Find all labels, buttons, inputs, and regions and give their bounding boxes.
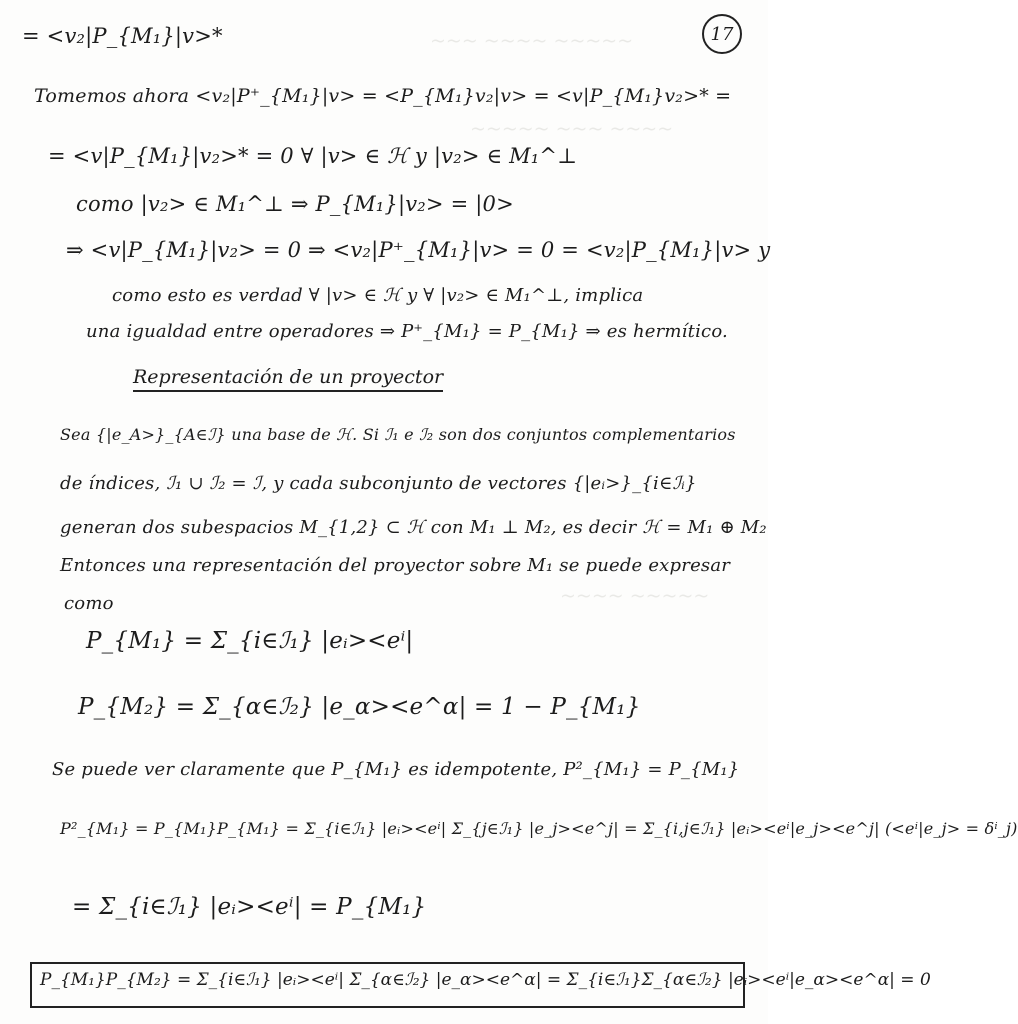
bleed-through-mark: ~~~ ~~~~ ~~~~~ [430, 30, 634, 52]
formula-line: P_{M₂} = Σ_{α∈ℐ₂} |e_α><e^α| = 1 − P_{M₁} [78, 694, 641, 720]
text-line: de índices, ℐ₁ ∪ ℐ₂ = ℐ, y cada subconjunto de vectores {|eᵢ>}_{i∈ℐᵢ} [60, 473, 697, 494]
section-heading: Representación de un proyector [133, 366, 443, 392]
equation-line: como |v₂> ∈ M₁^⊥ ⇒ P_{M₁}|v₂> = |0> [76, 192, 514, 216]
equation-line: = <v|P_{M₁}|v₂>* = 0 ∀ |v> ∈ ℋ y |v₂> ∈ M₁^⊥ [48, 144, 578, 168]
bleed-through-mark: ~~~~~ ~~~ ~~~~ [470, 118, 674, 140]
text-line: Entonces una representación del proyector sobre M₁ se puede expresar [60, 555, 731, 576]
text-line: generan dos subespacios M_{1,2} ⊂ ℋ con M₁ ⊥ M₂, es decir ℋ = M₁ ⊕ M₂ [60, 517, 767, 538]
text-line: como esto es verdad ∀ |v> ∈ ℋ y ∀ |v₂> ∈ M₁^⊥, implica [112, 285, 644, 306]
formula-line: P_{M₁} = Σ_{i∈ℐ₁} |eᵢ><eⁱ| [86, 628, 414, 654]
page-number: 17 [702, 14, 742, 54]
formula-line: = Σ_{i∈ℐ₁} |eᵢ><eⁱ| = P_{M₁} [72, 894, 427, 920]
equation-line: ⇒ <v|P_{M₁}|v₂> = 0 ⇒ <v₂|P⁺_{M₁}|v> = 0 = <v₂|P_{M₁}|v> y [66, 238, 771, 262]
boxed-equation: P_{M₁}P_{M₂} = Σ_{i∈ℐ₁} |eᵢ><eⁱ| Σ_{α∈ℐ₂} |e_α><e^α| = Σ_{i∈ℐ₁}Σ_{α∈ℐ₂} |eᵢ><eⁱ|e_α><e^α| = 0 [30, 962, 745, 1008]
text-line: Sea {|e_A>}_{A∈ℐ} una base de ℋ. Si ℐ₁ e ℐ₂ son dos conjuntos complementarios [60, 425, 736, 444]
equation-line: Tomemos ahora <v₂|P⁺_{M₁}|v> = <P_{M₁}v₂|v> = <v|P_{M₁}v₂>* = [34, 85, 732, 107]
text-line: Se puede ver claramente que P_{M₁} es idempotente, P²_{M₁} = P_{M₁} [52, 759, 740, 780]
equation-line: = <v₂|P_{M₁}|v>* [22, 24, 223, 48]
text-line: una igualdad entre operadores ⇒ P⁺_{M₁} = P_{M₁} ⇒ es hermítico. [86, 321, 728, 342]
text-line: como [64, 593, 114, 614]
bleed-through-mark: ~~~~ ~~~~~ [560, 585, 710, 607]
formula-line: P²_{M₁} = P_{M₁}P_{M₁} = Σ_{i∈ℐ₁} |eᵢ><eⁱ| Σ_{j∈ℐ₁} |e_j><e^j| = Σ_{i,j∈ℐ₁} |eᵢ><eⁱ|e_j><e^j| (<eⁱ|e_j> = δⁱ_j) [60, 819, 1018, 838]
